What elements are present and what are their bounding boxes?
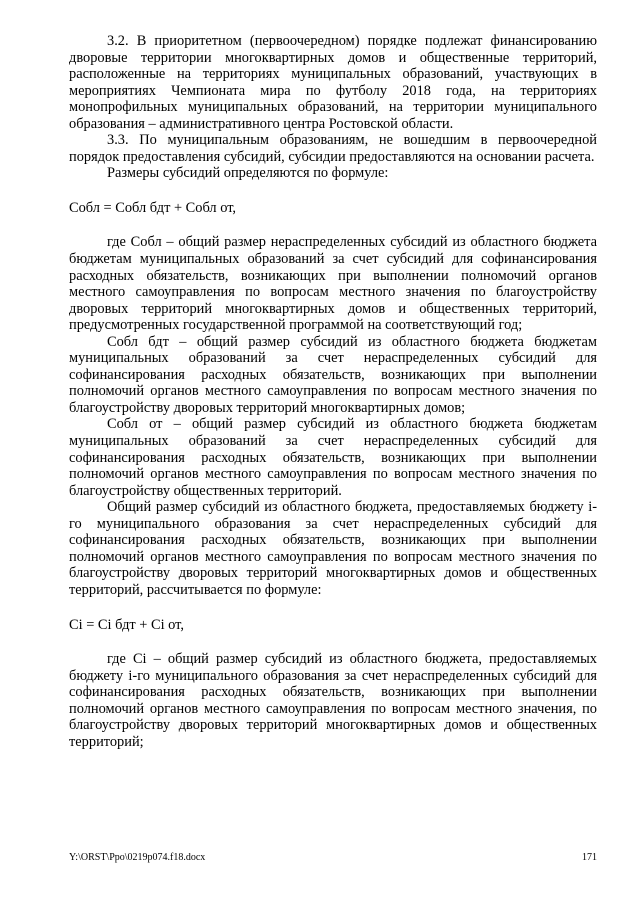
definition-sobl-bdt: Собл бдт – общий размер субсидий из областного бюджета бюджетам муниципальных образований за счет нераспределенных субсидий для софинансирования расходных обязательств, возникающих при выполнении полномочий органов местного самоуправления по вопросам местного значения по благоустройству дворовых территорий многоквартирных домов; (69, 333, 597, 416)
page-number: 171 (582, 852, 597, 863)
paragraph-3-3: 3.3. По муниципальным образованиям, не вошедшим в первоочередной порядок предоставления субсидий, субсидии предоставляются на основании расчета. (69, 132, 597, 165)
formula-ci: Ci = Ci бдт + Ci от, (69, 616, 184, 633)
page-footer (69, 852, 597, 864)
document-body (69, 33, 597, 750)
formula-sobl: Собл = Собл бдт + Собл от, (69, 199, 237, 216)
footer-file-path: Y:\ORST\Ppo\0219p074.f18.docx (69, 852, 206, 863)
definition-sobl-ot: Собл от – общий размер субсидий из областного бюджета бюджетам муниципальных образований за счет нераспределенных субсидий для софинансирования расходных обязательств, возникающих при выполнении полномочий органов местного самоуправления по вопросам местного значения по благоустройству общественных территорий. (69, 416, 597, 499)
definition-sobl: где Собл – общий размер нераспределенных субсидий из областного бюджета бюджетам муниципальных образований за счет субсидий для софинансирования расходных обязательств, возникающих при выполнении полномочий органов местного самоуправления по вопросам местного значения по благоустройству дворовых территорий многоквартирных домов и общественных территорий, предусмотренных государственной программой на соответствующий год; (69, 234, 597, 334)
paragraph-3-2: 3.2. В приоритетном (первоочередном) порядке подлежат финансированию дворовые территории многоквартирных домов и общественные территорий, расположенные на территориях муниципальных образований, участвующих в мероприятиях Чемпионата мира по футболу 2018 года, на территориях монопрофильных муниципальных образований, на территории муниципального образования – административного центра Ростовской области. (69, 33, 597, 132)
definition-ci: где Ci – общий размер субсидий из областного бюджета, предоставляемых бюджету i-го муниципального образования за счет нераспределенных субсидий для софинансирования расходных обязательств, возникающих при выполнении полномочий органов местного самоуправления по вопросам местного значения, по благоустройству дворовых территорий многоквартирных домов и общественных территорий; (69, 651, 597, 750)
paragraph-ci-intro: Общий размер субсидий из областного бюджета, предоставляемых бюджету i-го муниципального образования за счет нераспределенных субсидий для софинансирования расходных обязательств, возникающих при выполнении полномочий органов местного самоуправления по вопросам местного значения по благоустройству дворовых территорий многоквартирных домов и общественных территорий, рассчитывается по формуле: (69, 499, 597, 598)
formula-intro: Размеры субсидий определяются по формуле: (107, 165, 389, 182)
